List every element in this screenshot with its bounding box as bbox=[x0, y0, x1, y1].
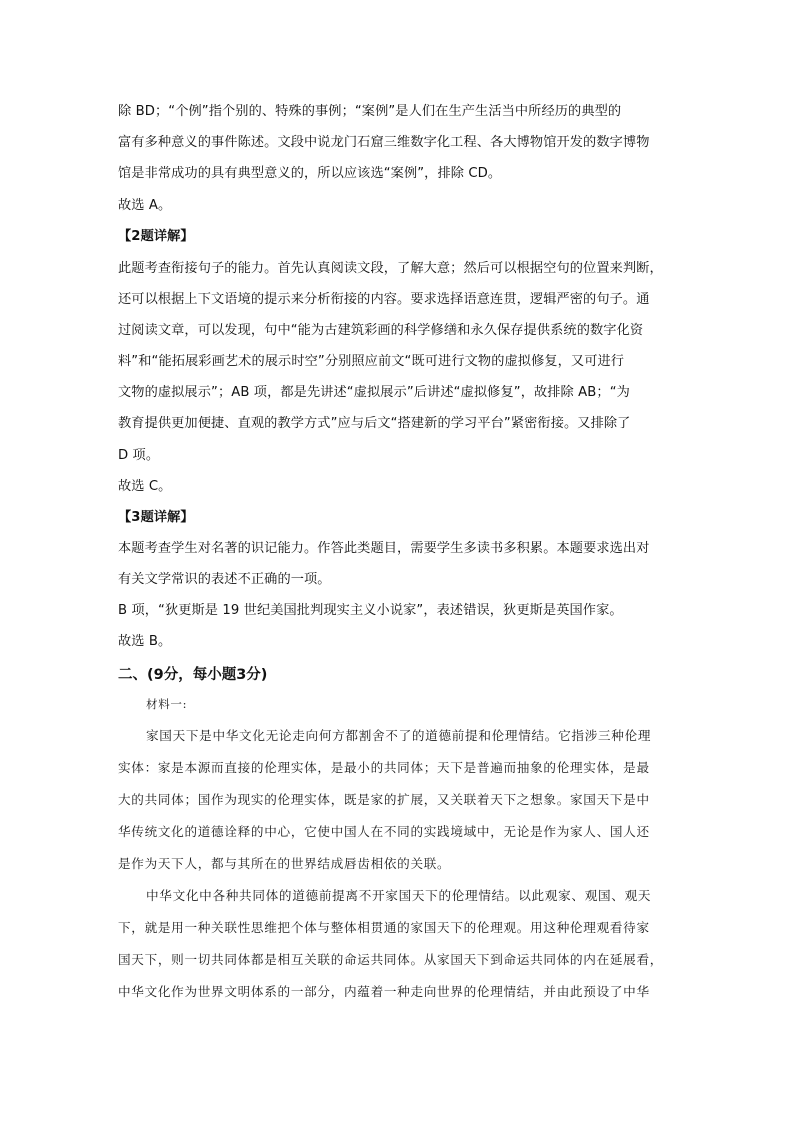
text-line: 除 BD；“个例”指个别的、特殊的事例；“案例”是人们在生产生活当中所经历的典型的 bbox=[118, 104, 622, 119]
text-line: 教育提供更加便捷、直观的教学方式”应与后文“搭建新的学习平台”紧密衔接。又排除了 bbox=[118, 416, 631, 431]
answer-line: 故选 A。 bbox=[118, 198, 172, 213]
section-heading: 【2题详解】 bbox=[118, 229, 194, 244]
section-heading: 【3题详解】 bbox=[118, 510, 194, 525]
text-line: 文物的虚拟展示”；AB 项，都是先讲述“虚拟展示”后讲述“虚拟修复”，故排除 AB；“为 bbox=[118, 385, 630, 400]
text-line: 有关文学常识的表述不正确的一项。 bbox=[118, 572, 331, 587]
text-line: 此题考查衔接句子的能力。首先认真阅读文段，了解大意；然后可以根据空句的位置来判断， bbox=[118, 261, 663, 276]
text-line: 料”和“能拓展彩画艺术的展示时空”分别照应前文“既可进行文物的虚拟修复，又可进行 bbox=[118, 354, 625, 369]
material-line: 是作为天下人，都与其所在的世界结成唇齿相依的关联。 bbox=[118, 856, 451, 871]
material-line: 下，就是用一种关联性思维把个体与整体相贯通的家国天下的伦理观。用这种伦理观看待家 bbox=[118, 920, 650, 935]
material-line: 中华文化作为世界文明体系的一部分，内蕴着一种走向世界的伦理情结，并由此预设了中华 bbox=[118, 984, 650, 999]
text-line: 过阅读文章，可以发现，句中“能为古建筑彩画的科学修缮和永久保存提供系统的数字化资 bbox=[118, 323, 644, 338]
text-line: 本题考查学生对名著的识记能力。作答此类题目，需要学生多读书多积累。本题要求选出对 bbox=[118, 541, 650, 556]
material-line: 国天下，则一切共同体都是相互关联的命运共同体。从家国天下到命运共同体的内在延展看， bbox=[118, 952, 664, 967]
text-line: 还可以根据上下文语境的提示来分析衔接的内容。要求选择语意连贯，逻辑严密的句子。通 bbox=[118, 292, 650, 307]
text-line: 馆是非常成功的具有典型意义的，所以应该选“案例”，排除 CD。 bbox=[118, 166, 502, 181]
text-line: D 项。 bbox=[118, 448, 160, 463]
material-line: 家国天下是中华文化无论走向何方都割舍不了的道德前提和伦理情结。它指涉三种伦理 bbox=[146, 728, 652, 743]
text-line: 富有多种意义的事件陈述。文段中说龙门石窟三维数字化工程、各大博物馆开发的数字博物 bbox=[118, 135, 650, 150]
section-title: 二、(9分，每小题3分) bbox=[118, 667, 268, 683]
answer-line: 故选 B。 bbox=[118, 634, 172, 649]
answer-line: 故选 C。 bbox=[118, 479, 172, 494]
material-line: 华传统文化的道德诠释的中心，它使中国人在不同的实践境域中，无论是作为家人、国人还 bbox=[118, 824, 650, 839]
material-line: 大的共同体；国作为现实的伦理实体，既是家的扩展，又关联着天下之想象。家国天下是中 bbox=[118, 792, 650, 807]
text-line: B 项，“狄更斯是 19 世纪美国批判现实主义小说家”，表述错误，狄更斯是英国作家。 bbox=[118, 603, 623, 618]
material-line: 中华文化中各种共同体的道德前提离不开家国天下的伦理情结。以此观家、观国、观天 bbox=[146, 888, 652, 903]
material-label: 材料一: bbox=[146, 697, 188, 711]
material-line: 实体：家是本源而直接的伦理实体，是最小的共同体；天下是普遍而抽象的伦理实体，是最 bbox=[118, 760, 650, 775]
